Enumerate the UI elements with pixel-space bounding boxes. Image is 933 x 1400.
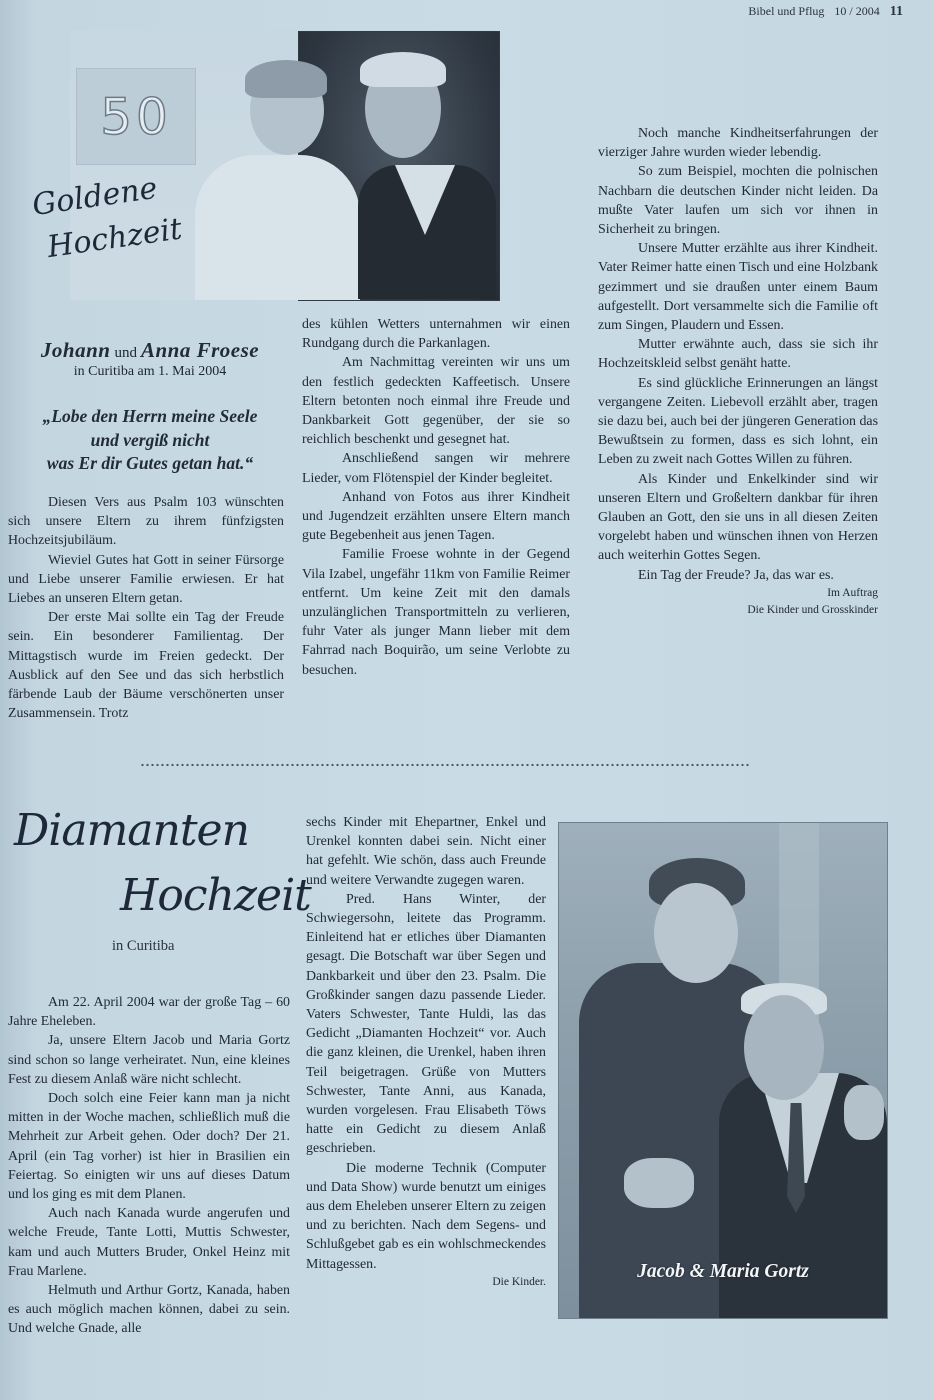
photo-man-head bbox=[744, 995, 824, 1100]
photo-woman-hair bbox=[245, 60, 327, 98]
article1-column-1 bbox=[8, 493, 284, 723]
diamond-wedding-photo bbox=[558, 822, 888, 1319]
paragraph: Anschließend sangen wir mehrere Lieder, vom Flötenspiel der Kinder begleitet. bbox=[302, 451, 570, 486]
psalm-quote bbox=[0, 405, 300, 476]
photo-hand bbox=[624, 1158, 694, 1208]
paragraph: Wieviel Gutes hat Gott in seiner Fürsorge und Liebe unserer Familie erwiesen. Er hat Liebes an unseren Eltern getan. bbox=[8, 552, 284, 607]
signature-line: Im Auftrag bbox=[827, 586, 878, 599]
article2-title-line2: Hochzeit bbox=[120, 870, 311, 921]
article1-title-line1: Goldene bbox=[30, 170, 160, 223]
paragraph: Helmuth und Arthur Gortz, Kanada, haben es auch möglich machen können, dabei zu sein. Und welche Gnade, alle bbox=[8, 1283, 290, 1337]
couple-names bbox=[0, 338, 300, 380]
article2-column-1 bbox=[8, 993, 290, 1339]
paragraph: Unsere Mutter erzählte aus ihrer Kindheit. Vater Reimer hatte einen Tisch und eine Holzbank gezimmert und sie draußen unter einem Baum aufgestellt. Dort versammelte sich die Familie oft zum Singen, Plaudern und Essen. bbox=[598, 241, 878, 334]
paragraph: Ja, unsere Eltern Jacob und Maria Gortz sind schon so lange verheiratet. Nun, eine kleines Fest zu diesem Anlaß wäre nicht schlecht. bbox=[8, 1033, 290, 1087]
article1-title-line2: Hochzeit bbox=[45, 211, 185, 265]
paragraph: Pred. Hans Winter, der Schwiegersohn, leitete das Programm. Einleitend hat er etliches über Diamanten gesagt. Die Botschaft war über Segen und Dankbarkeit und über den 23. Psalm. Die Großkinder sangen dazu passende Lieder. Vaters Schwester, Tante Huldi, las das Gedicht „Diamanten Hochzeit“ vor. Auch die ganz kleinen, die Urenkel, haben ihren Teil beigetragen. Grüße von Mutters Schwester, Tante Anni, aus Kanada, wurden vorgelesen. Frau Elisabeth Töws hatte ein Gedicht zu diesem Anlaß geschrieben. bbox=[306, 891, 546, 1157]
paragraph: Die moderne Technik (Computer und Data Show) wurde benutzt um einiges aus dem Eheleben unserer Eltern zu zeigen und zu berichten. Nach dem Segens- und Schlußgebet gab es ein wohlschmeckendes Mittagessen. bbox=[306, 1160, 546, 1272]
signature-line: Die Kinder und Grosskinder bbox=[747, 603, 878, 616]
publication-name: Bibel und Pflug bbox=[748, 4, 825, 18]
article2-column-2 bbox=[306, 813, 546, 1291]
paragraph: Am 22. April 2004 war der große Tag – 60 Jahre Eheleben. bbox=[8, 995, 290, 1030]
article1-column-2 bbox=[302, 315, 570, 680]
paragraph: Anhand von Fotos aus ihrer Kindheit und Jugendzeit erzählten unsere Eltern manch gute Begebenheit aus jenen Tagen. bbox=[302, 489, 570, 544]
photo-woman-figure bbox=[195, 155, 360, 300]
couple-and: und bbox=[114, 345, 137, 361]
issue-date: 10 / 2004 bbox=[834, 4, 880, 18]
paragraph: Als Kinder und Enkelkinder sind wir unseren Eltern und Großeltern dankbar für ihren Glauben an Gott, den sie uns in all diesen Zeiten vorgelebt haben und wünschen ihnen von Herzen auch weiterhin Gottes Segen. bbox=[598, 471, 878, 564]
paragraph: Es sind glückliche Erinnerungen an längst vergangene Zeiten. Liebevoll erzählt aber, tragen sie dazu bei, auch bei der jüngeren Generation das Bewußtsein zu formen, dass es sich lohnt, ein Leben zu zweit nach Gottes Willen zu führen. bbox=[598, 375, 878, 468]
photo-woman-head bbox=[654, 883, 738, 983]
couple-first-name: Johann bbox=[40, 338, 111, 362]
quote-line: was Er dir Gutes getan hat.“ bbox=[46, 453, 254, 473]
photo-man-hair bbox=[360, 52, 446, 87]
paragraph: des kühlen Wetters unternahmen wir einen Rundgang durch die Parkanlagen. bbox=[302, 317, 570, 352]
paragraph: sechs Kinder mit Ehepartner, Enkel und Urenkel konnten dabei sein. Nicht einer hat gefehlt. Wie schön, dass auch Freunde und weitere Verwandte zugegen waren. bbox=[306, 815, 546, 888]
photo-sign-50: 50 bbox=[76, 68, 196, 165]
paragraph: Diesen Vers aus Psalm 103 wünschten sich unsere Eltern zu ihrem fünfzigsten Hochzeitsjubiläum. bbox=[8, 495, 284, 549]
page-number: 11 bbox=[889, 4, 903, 19]
page-header bbox=[748, 4, 903, 20]
photo-hand bbox=[844, 1085, 884, 1140]
article2-title-line1: Diamanten bbox=[14, 805, 249, 856]
quote-line: „Lobe den Herrn meine Seele bbox=[42, 406, 258, 426]
couple-second-name: Anna Froese bbox=[140, 338, 260, 362]
paragraph: Mutter erwähnte auch, dass sie sich ihr Hochzeitskleid selbst genäht hatte. bbox=[598, 337, 878, 372]
paragraph: Familie Froese wohnte in der Gegend Vila Izabel, ungefähr 11km von Familie Reimer entfernt. Um keine Zeit mit den damals unzulänglichen Transportmitteln zu verlieren, fuhr Vater als junger Mann lieber mit dem Fahrrad nach Boquirão, um seine Verlobte zu besuchen. bbox=[302, 547, 570, 678]
paragraph: Der erste Mai sollte ein Tag der Freude sein. Ein besonderer Familientag. Der Mittagstisch wurde im Freien gedeckt. Der Ausblick auf den See und das sich herbstlich färbende Laub der Bäume verschönerten unser Zusammensein. Trotz bbox=[8, 610, 284, 722]
place-date: in Curitiba am 1. Mai 2004 bbox=[73, 364, 227, 379]
article1-column-3 bbox=[598, 124, 878, 619]
paragraph: Noch manche Kindheitserfahrungen der vierziger Jahre wurden wieder lebendig. bbox=[598, 126, 878, 161]
paragraph: Ein Tag der Freude? Ja, das war es. bbox=[638, 567, 834, 583]
article2-place: in Curitiba bbox=[112, 938, 175, 954]
signature: Die Kinder. bbox=[492, 1275, 546, 1288]
quote-line: und vergiß nicht bbox=[90, 429, 210, 450]
section-divider bbox=[140, 763, 750, 767]
photo-caption: Jacob & Maria Gortz bbox=[637, 1261, 809, 1282]
paragraph: So zum Beispiel, mochten die polnischen Nachbarn die deutschen Kinder nicht leiden. Da mußte Vater laufen um sich vor ihnen in Sicherheit zu bringen. bbox=[598, 164, 878, 238]
paragraph: Doch solch eine Feier kann man ja nicht mitten in der Woche machen, schließlich muß die Mehrheit zur Arbeit gehen. Oder doch? Der 21. April (ein Tag vorher) ist hier in Brasilien ein Feiertag. So einigten wir uns auf dieses Datum und los ging es mit dem Planen. bbox=[8, 1091, 290, 1203]
paragraph: Am Nachmittag vereinten wir uns um den festlich gedeckten Kaffeetisch. Unsere Eltern betonten noch einmal ihre Freude und Dankbarkeit Gott gegenüber, der sie so reichlich beschenkt und gesegnet hat. bbox=[302, 355, 570, 448]
paragraph: Auch nach Kanada wurde angerufen und welche Freude, Tante Lotti, Muttis Schwester, kam und auch Mutters Bruder, Onkel Heinz mit Frau Marlene. bbox=[8, 1206, 290, 1279]
